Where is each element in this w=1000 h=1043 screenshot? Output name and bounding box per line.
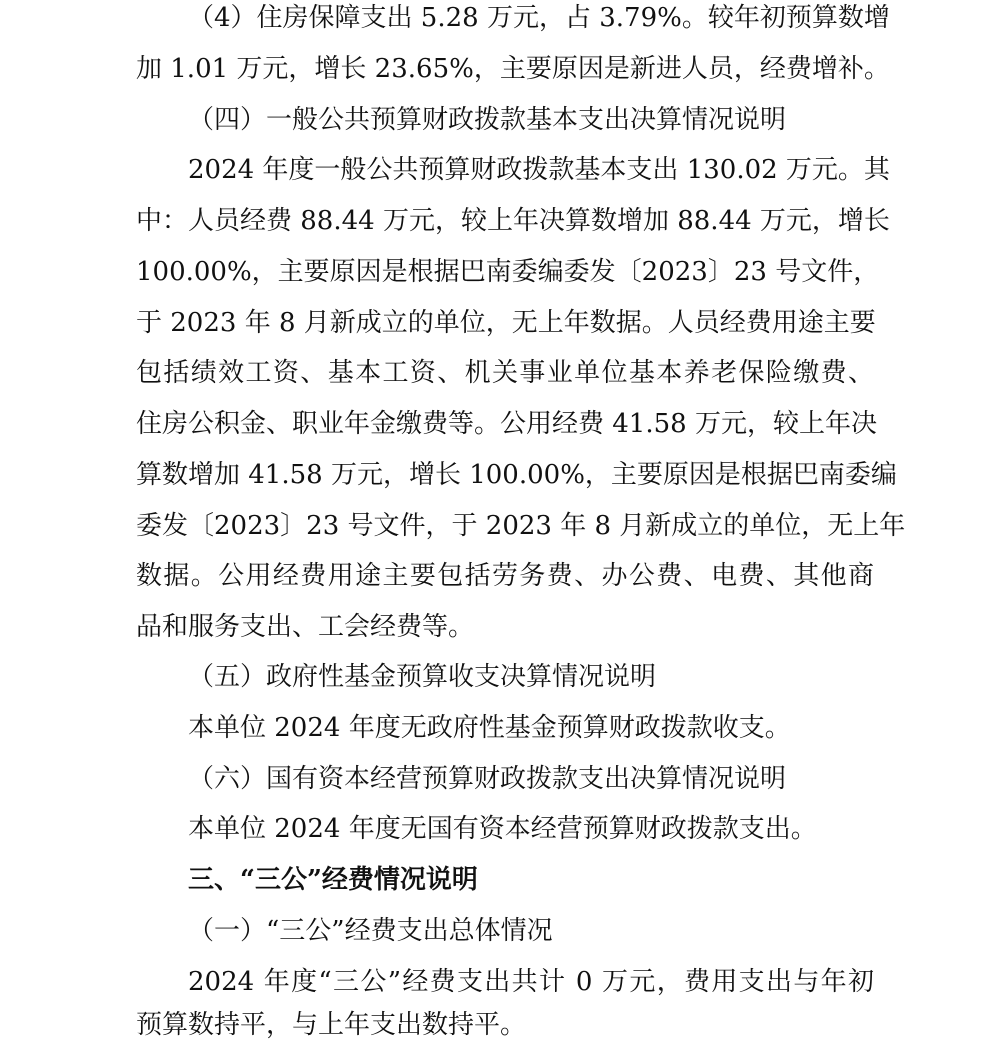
paragraph-line: 100.00%，主要原因是根据巴南委编委发〔2023〕23 号文件， bbox=[136, 257, 880, 287]
paragraph-line: 2024 年度“三公”经费支出共计 0 万元，费用支出与年初 bbox=[188, 967, 874, 997]
paragraph-line: 2024 年度一般公共预算财政拨款基本支出 130.02 万元。其 bbox=[188, 155, 890, 185]
section-heading: （五）政府性基金预算收支决算情况说明 bbox=[188, 662, 657, 692]
paragraph-line: 加 1.01 万元，增长 23.65%，主要原因是新进人员，经费增补。 bbox=[136, 54, 890, 84]
paragraph-line: 于 2023 年 8 月新成立的单位，无上年数据。人员经费用途主要 bbox=[136, 308, 876, 338]
paragraph-line: 中：人员经费 88.44 万元，较上年决算数增加 88.44 万元，增长 bbox=[136, 206, 890, 236]
paragraph-line: 本单位 2024 年度无国有资本经营预算财政拨款支出。 bbox=[188, 814, 817, 844]
section-heading: （四）一般公共预算财政拨款基本支出决算情况说明 bbox=[188, 105, 787, 135]
section-heading: （六）国有资本经营预算财政拨款支出决算情况说明 bbox=[188, 764, 787, 794]
paragraph-line: 数据。公用经费用途主要包括劳务费、办公费、电费、其他商 bbox=[136, 561, 874, 591]
paragraph-line: 委发〔2023〕23 号文件，于 2023 年 8 月新成立的单位，无上年 bbox=[136, 511, 906, 541]
chapter-heading: 三、“三公”经费情况说明 bbox=[188, 865, 478, 895]
section-heading: （一）“三公”经费支出总体情况 bbox=[188, 916, 553, 946]
paragraph-line: （4）住房保障支出 5.28 万元，占 3.79%。较年初预算数增 bbox=[188, 3, 890, 33]
paragraph-line: 算数增加 41.58 万元，增长 100.00%，主要原因是根据巴南委编 bbox=[136, 460, 897, 490]
paragraph-line: 包括绩效工资、基本工资、机关事业单位基本养老保险缴费、 bbox=[136, 358, 874, 388]
paragraph-line: 品和服务支出、工会经费等。 bbox=[136, 612, 475, 642]
paragraph-line: 住房公积金、职业年金缴费等。公用经费 41.58 万元，较上年决 bbox=[136, 409, 877, 439]
paragraph-line: 预算数持平，与上年支出数持平。 bbox=[136, 1010, 527, 1040]
paragraph-line: 本单位 2024 年度无政府性基金预算财政拨款收支。 bbox=[188, 713, 791, 743]
